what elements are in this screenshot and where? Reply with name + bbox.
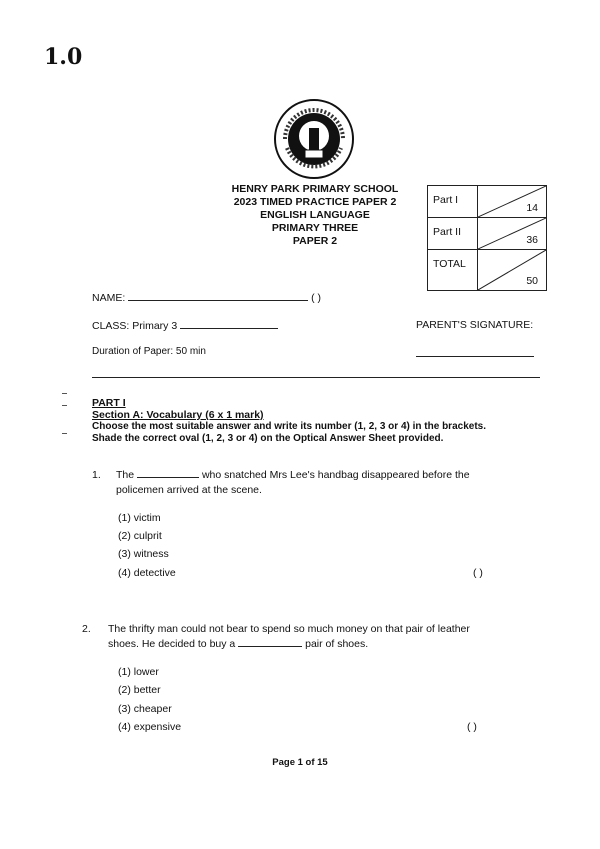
- question-number: 2.: [82, 623, 91, 635]
- score-label: TOTAL: [428, 250, 478, 291]
- school-name: HENRY PARK PRIMARY SCHOOL: [231, 183, 399, 195]
- score-max: 50: [526, 275, 538, 287]
- name-input-line[interactable]: [128, 291, 308, 301]
- class-input-line[interactable]: [180, 319, 278, 329]
- page-number: Page 1 of 15: [272, 757, 328, 768]
- option-2[interactable]: (2) better: [118, 684, 161, 696]
- class-field: [92, 319, 278, 332]
- instruction-line: Choose the most suitable answer and write its number (1, 2, 3 or 4) in the brackets.: [92, 421, 486, 432]
- option-1[interactable]: (1) victim: [118, 512, 161, 524]
- question-text: who snatched Mrs Lee's handbag disappeared before the: [201, 469, 470, 481]
- question-number: 1.: [92, 469, 101, 481]
- score-box[interactable]: [478, 250, 547, 291]
- score-max: 14: [526, 202, 538, 214]
- name-field: [92, 291, 321, 304]
- school-header: [200, 183, 430, 248]
- divider: [92, 377, 540, 378]
- duration-text: Duration of Paper: 50 min: [92, 346, 206, 357]
- option-4[interactable]: (4) expensive: [118, 721, 182, 733]
- score-row-part2: [428, 218, 547, 250]
- answer-bracket[interactable]: ( ): [473, 567, 483, 579]
- section-heading: Section A: Vocabulary (6 x 1 mark): [92, 409, 264, 421]
- paper-title: 2023 TIMED PRACTICE PAPER 2: [233, 196, 397, 208]
- score-label: Part II: [428, 218, 478, 250]
- question-2: [108, 637, 368, 652]
- margin-mark: [62, 405, 67, 406]
- question-text-line1: The thrifty man could not bear to spend so much money on that pair of leather: [108, 623, 470, 635]
- score-label: Part I: [428, 186, 478, 218]
- option-3[interactable]: (3) cheaper: [118, 703, 172, 715]
- question-1: [116, 468, 508, 483]
- version-label: 1.0: [44, 44, 83, 70]
- question-text: pair of shoes.: [305, 638, 369, 650]
- answer-bracket[interactable]: ( ): [467, 721, 477, 733]
- option-2[interactable]: (2) culprit: [118, 530, 162, 542]
- score-table: [427, 185, 547, 291]
- score-row-total: [428, 250, 547, 291]
- score-max: 36: [526, 234, 538, 246]
- score-row-part1: [428, 186, 547, 218]
- question-text: The: [116, 469, 135, 481]
- score-box[interactable]: [478, 218, 547, 250]
- signature-line[interactable]: [416, 356, 534, 357]
- question-text-line2: policemen arrived at the scene.: [116, 484, 262, 496]
- option-1[interactable]: (1) lower: [118, 666, 159, 678]
- answer-blank: [238, 637, 302, 647]
- subject: ENGLISH LANGUAGE: [260, 209, 370, 221]
- margin-mark: [62, 393, 67, 394]
- answer-blank: [137, 468, 199, 478]
- option-3[interactable]: (3) witness: [118, 548, 169, 560]
- option-4[interactable]: (4) detective: [118, 567, 176, 579]
- paper-number: PAPER 2: [292, 235, 338, 247]
- name-label: NAME:: [92, 292, 126, 304]
- school-crest-logo: [273, 98, 355, 180]
- margin-mark: [62, 433, 67, 434]
- class-label: CLASS: Primary 3: [92, 320, 178, 332]
- instruction-line: Shade the correct oval (1, 2, 3 or 4) on the Optical Answer Sheet provided.: [92, 433, 444, 444]
- register-number-bracket: ( ): [311, 292, 322, 304]
- question-text: shoes. He decided to buy a: [108, 638, 236, 650]
- part-heading: PART I: [92, 397, 126, 409]
- score-box[interactable]: [478, 186, 547, 218]
- level: PRIMARY THREE: [271, 222, 359, 234]
- signature-label: PARENT'S SIGNATURE:: [416, 319, 534, 331]
